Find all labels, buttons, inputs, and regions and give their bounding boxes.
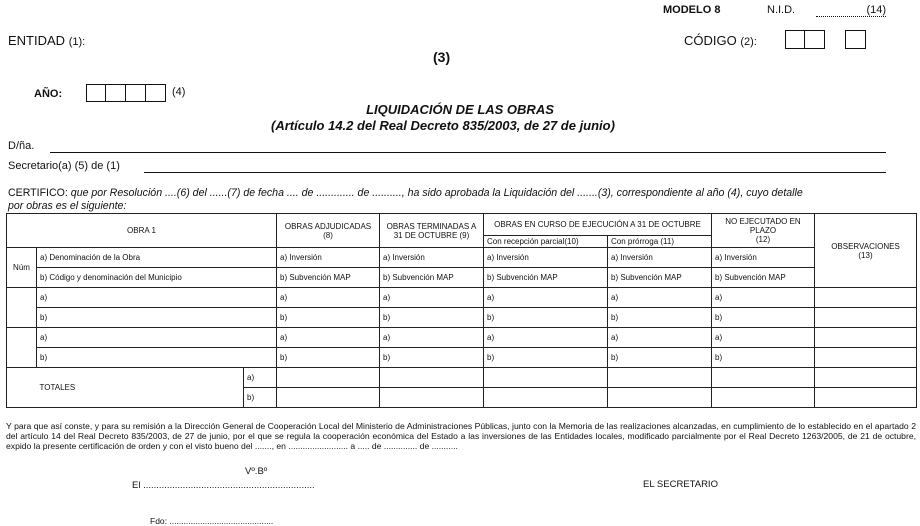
total-cell[interactable] xyxy=(380,368,484,388)
observaciones-cell[interactable] xyxy=(815,308,917,328)
center-code: (3) xyxy=(433,49,451,65)
cell-b[interactable]: b) xyxy=(380,348,484,368)
totales-spacer xyxy=(7,368,37,408)
secretario-signature: EL SECRETARIO xyxy=(643,479,718,490)
no-ejecutado-text: NO EJECUTADO EN PLAZO xyxy=(725,217,801,235)
header-prorroga: Con prórroga (11) xyxy=(608,236,712,248)
denominacion-label: a) Denominación de la Obra xyxy=(37,248,277,268)
codigo-note: (2): xyxy=(740,36,757,48)
cell-b[interactable]: b) xyxy=(380,308,484,328)
totales-row xyxy=(7,368,917,388)
cell-b[interactable]: b) xyxy=(608,308,712,328)
certifico-text-2: por obras es el siguiente: xyxy=(8,200,127,212)
total-cell[interactable] xyxy=(608,368,712,388)
total-cell[interactable] xyxy=(277,388,380,408)
total-cell[interactable] xyxy=(380,388,484,408)
observaciones-cell[interactable] xyxy=(815,368,917,388)
cell-a[interactable]: a) xyxy=(380,328,484,348)
codigo-label xyxy=(684,33,757,48)
anio-boxes[interactable] xyxy=(86,84,166,102)
header-adjudicadas: OBRAS ADJUDICADAS (8) xyxy=(277,214,380,248)
cell-b[interactable]: b) xyxy=(37,308,277,328)
header-obra: OBRA 1 xyxy=(7,214,277,248)
inversion-label: a) Inversión xyxy=(712,248,815,268)
header-recepcion: Con recepción parcial(10) xyxy=(484,236,608,248)
dna-line[interactable] xyxy=(50,152,886,153)
el-signature-line: El ................................................................. xyxy=(132,480,315,491)
entidad-text: ENTIDAD xyxy=(8,33,66,48)
cell-a[interactable]: a) xyxy=(608,328,712,348)
nid-note: (14) xyxy=(866,4,886,16)
model-label: MODELO 8 xyxy=(663,4,721,16)
entidad-note: (1): xyxy=(68,36,86,48)
entidad-label xyxy=(8,33,85,48)
totales-b: b) xyxy=(244,388,277,408)
num-cell[interactable] xyxy=(7,288,37,328)
header-curso: OBRAS EN CURSO DE EJECUCIÓN A 31 DE OCTUBRE xyxy=(484,214,712,236)
document-title: LIQUIDACIÓN DE LAS OBRAS xyxy=(366,102,554,117)
cell-a[interactable]: a) xyxy=(277,328,380,348)
subvencion-label: b) Subvención MAP xyxy=(484,268,608,288)
subvencion-label: b) Subvención MAP xyxy=(277,268,380,288)
closing-paragraph: Y para que así conste, y para su remisión a la Dirección General de Cooperación Local del Ministerio de Administraciones Públicas, junto con la Memoria de las realizaciones alcanzadas, en cumplimiento de lo establecido en el apartado 2 del artículo 14 del Real Decreto 835/2003, de 27 de junio, por el que se regula la cooperación económica del Estado a las inversiones de las Entidades locales, modificado parcialmente por el Real Decreto 1263/2005, de 21 de octubre, expido la presente certificación de orden y con el visto bueno del ......., en ......................... a ..... de .............. de ........... xyxy=(6,421,916,451)
fdo-line: Fdo: ............................................ xyxy=(150,516,274,526)
observaciones-cell[interactable] xyxy=(815,328,917,348)
total-cell[interactable] xyxy=(712,368,815,388)
inversion-label: a) Inversión xyxy=(277,248,380,268)
header-observaciones xyxy=(815,214,917,288)
num-cell[interactable] xyxy=(7,328,37,368)
cell-a[interactable]: a) xyxy=(484,328,608,348)
certifico-text xyxy=(8,187,803,199)
num-header: Núm xyxy=(7,248,37,288)
cell-b[interactable]: b) xyxy=(277,308,380,328)
cell-a[interactable]: a) xyxy=(37,328,277,348)
total-cell[interactable] xyxy=(484,388,608,408)
totales-label: TOTALES xyxy=(37,368,244,408)
cell-b[interactable]: b) xyxy=(608,348,712,368)
visto-bueno: Vº.Bº xyxy=(245,466,268,477)
table-row xyxy=(7,288,917,308)
dna-label: D/ña. xyxy=(8,140,35,152)
document-subtitle: (Artículo 14.2 del Real Decreto 835/2003, de 27 de junio) xyxy=(271,118,615,133)
cell-b[interactable]: b) xyxy=(712,308,815,328)
observaciones-note: (13) xyxy=(858,250,873,260)
cell-a[interactable]: a) xyxy=(712,288,815,308)
cell-b[interactable]: b) xyxy=(484,348,608,368)
observaciones-text: OBSERVACIONES xyxy=(831,241,900,251)
totales-a: a) xyxy=(244,368,277,388)
cell-b[interactable]: b) xyxy=(37,348,277,368)
header-terminadas: OBRAS TERMINADAS A 31 DE OCTUBRE (9) xyxy=(380,214,484,248)
total-cell[interactable] xyxy=(608,388,712,408)
total-cell[interactable] xyxy=(277,368,380,388)
subvencion-label: b) Subvención MAP xyxy=(608,268,712,288)
table-row xyxy=(7,308,917,328)
inversion-label: a) Inversión xyxy=(608,248,712,268)
inversion-label: a) Inversión xyxy=(484,248,608,268)
cell-a[interactable]: a) xyxy=(484,288,608,308)
works-table xyxy=(6,213,917,408)
inversion-label: a) Inversión xyxy=(380,248,484,268)
codigo-text: CÓDIGO xyxy=(684,33,737,48)
cell-a[interactable]: a) xyxy=(608,288,712,308)
subvencion-label: b) Subvención MAP xyxy=(712,268,815,288)
codigo-box-extra[interactable] xyxy=(845,30,866,49)
total-cell[interactable] xyxy=(484,368,608,388)
codigo-boxes[interactable] xyxy=(785,30,825,49)
cell-a[interactable]: a) xyxy=(277,288,380,308)
table-row xyxy=(7,328,917,348)
codigo-municipio-label: b) Código y denominación del Municipio xyxy=(37,268,277,288)
cell-a[interactable]: a) xyxy=(37,288,277,308)
subvencion-label: b) Subvención MAP xyxy=(380,268,484,288)
table-row xyxy=(7,348,917,368)
cell-b[interactable]: b) xyxy=(484,308,608,328)
certifico-body: que por Resolución ....(6) del ......(7) de fecha .... de ............. de .........., ha sido aprobada la Liquidación del .......(3), correspondiente al año (4), cuyo detalle xyxy=(70,187,803,199)
secretario-label: Secretario(a) (5) de (1) xyxy=(8,160,120,172)
anio-note: (4) xyxy=(172,86,186,98)
observaciones-cell[interactable] xyxy=(815,388,917,408)
observaciones-cell[interactable] xyxy=(815,348,917,368)
observaciones-cell[interactable] xyxy=(815,288,917,308)
cell-b[interactable]: b) xyxy=(277,348,380,368)
nid-label: N.I.D. xyxy=(767,4,796,16)
nid-value xyxy=(816,4,886,17)
cell-a[interactable]: a) xyxy=(380,288,484,308)
secretario-line[interactable] xyxy=(144,172,886,173)
cell-a[interactable]: a) xyxy=(712,328,815,348)
total-cell[interactable] xyxy=(712,388,815,408)
no-ejecutado-note: (12) xyxy=(755,235,771,244)
header-no-ejecutado xyxy=(712,214,815,248)
anio-label: AÑO: xyxy=(34,88,63,100)
certifico-label: CERTIFICO: xyxy=(8,187,68,199)
cell-b[interactable]: b) xyxy=(712,348,815,368)
